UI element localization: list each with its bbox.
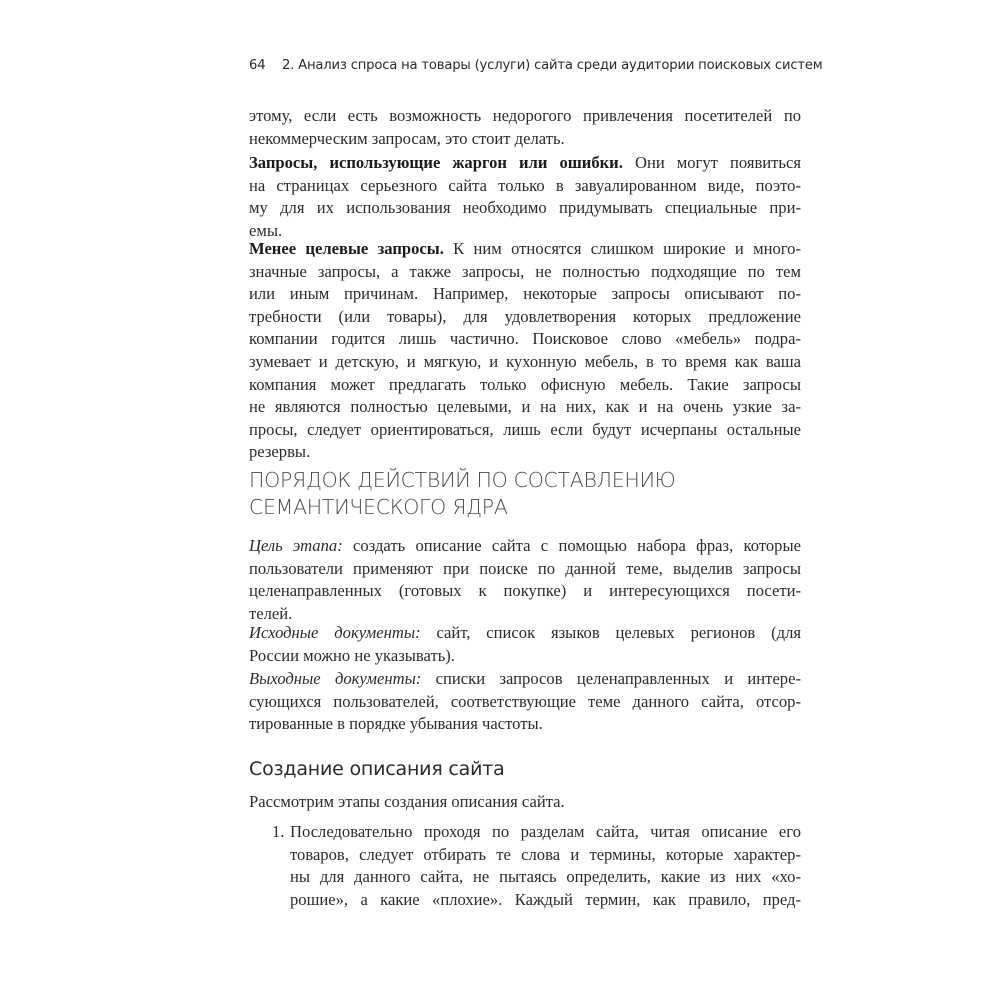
- intro-paragraph: [249, 791, 801, 814]
- subsection-heading: Создание описания сайта: [249, 758, 505, 780]
- text-line: рошие», а какие «плохие». Каждый термин, как правило, пред-: [290, 889, 801, 909]
- input-documents: [249, 622, 801, 667]
- text-line: товаров, следует отбирать те слова и термины, которые характер-: [290, 844, 801, 864]
- running-header: [249, 58, 823, 73]
- paragraph-jargon-queries: [249, 152, 801, 242]
- text-line: просы, следует ориентироваться, лишь если будут исчерпаны остальные: [249, 419, 801, 439]
- text-line: емы.: [249, 220, 283, 240]
- list-item: [290, 821, 801, 911]
- text-line: требности (или товары), для удовлетворения которых предложение: [249, 306, 801, 326]
- text-line: тированные в порядке убывания частоты.: [249, 714, 543, 734]
- stage-goal: [249, 535, 801, 625]
- text-line: Рассмотрим этапы создания описания сайта.: [249, 792, 565, 811]
- text-fragment: К ним относятся слишком широкие и много-: [443, 239, 801, 258]
- paragraph-lead: Запросы, использующие жаргон или ошибки.: [249, 153, 623, 172]
- paragraph-less-targeted-queries: [249, 238, 801, 464]
- text-line: на страницах серьезного сайта только в завуалированном виде, поэто-: [249, 175, 801, 195]
- text-line: целенаправленных (готовых к покупке) и интересующихся посети-: [249, 581, 801, 601]
- text-line: телей.: [249, 603, 293, 623]
- text-line: му для их использования необходимо придумывать специальные при-: [249, 198, 801, 218]
- list-item-number: 1.: [272, 822, 285, 841]
- text-line: пользователи применяют при поиске по данной теме, выделив запросы: [249, 558, 801, 578]
- chapter-title: 2. Анализ спроса на товары (услуги) сайта среди аудитории поисковых систем: [282, 58, 823, 73]
- text-line: Последовательно проходя по разделам сайта, читая описание его: [290, 822, 801, 841]
- text-line: зумевает и детскую, и мягкую, и кухонную мебель, в то время как ваша: [249, 351, 801, 371]
- page-number: 64: [249, 58, 266, 73]
- text-fragment: Они могут появиться: [622, 153, 801, 172]
- output-documents: [249, 668, 801, 736]
- text-line: не являются полностью целевыми, и на них, как и на очень узкие за-: [249, 397, 801, 417]
- input-docs-label: Исходные документы:: [249, 623, 421, 642]
- section-heading: [249, 467, 809, 521]
- text-fragment: сайт, список языков целевых регионов (для: [420, 623, 801, 642]
- text-line: или иным причинам. Например, некоторые запросы описывают по-: [249, 284, 801, 304]
- text-line: ны для данного сайта, не пытаясь определить, какие из них «хо-: [290, 867, 801, 887]
- text-line: сующихся пользователей, соответствующие теме данного сайта, отсор-: [249, 691, 801, 711]
- text-line: значные запросы, а также запросы, не полностью подходящие по тем: [249, 261, 801, 281]
- paragraph-continuation: [249, 105, 801, 150]
- heading-line: СЕМАНТИЧЕСКОГО ЯДРА: [249, 495, 508, 519]
- text-line: России можно не указывать).: [249, 645, 455, 665]
- text-line: компания может предлагать только офисную мебель. Такие запросы: [249, 374, 801, 394]
- output-docs-label: Выходные документы:: [249, 669, 422, 688]
- text-line: некоммерческим запросам, это стоит делать.: [249, 128, 565, 148]
- text-line: компании годится лишь частично. Поисковое слово «мебель» подра-: [249, 329, 801, 349]
- text-fragment: создать описание сайта с помощью набора фраз, которые: [342, 536, 801, 555]
- goal-label: Цель этапа:: [249, 536, 343, 555]
- paragraph-lead: Менее целевые запросы.: [249, 239, 444, 258]
- text-line: резервы.: [249, 442, 311, 462]
- heading-line: ПОРЯДОК ДЕЙСТВИЙ ПО СОСТАВЛЕНИЮ: [249, 468, 676, 492]
- text-fragment: списки запросов целенаправленных и интере-: [421, 669, 801, 688]
- text-line: этому, если есть возможность недорогого привлечения посетителей по: [249, 106, 801, 125]
